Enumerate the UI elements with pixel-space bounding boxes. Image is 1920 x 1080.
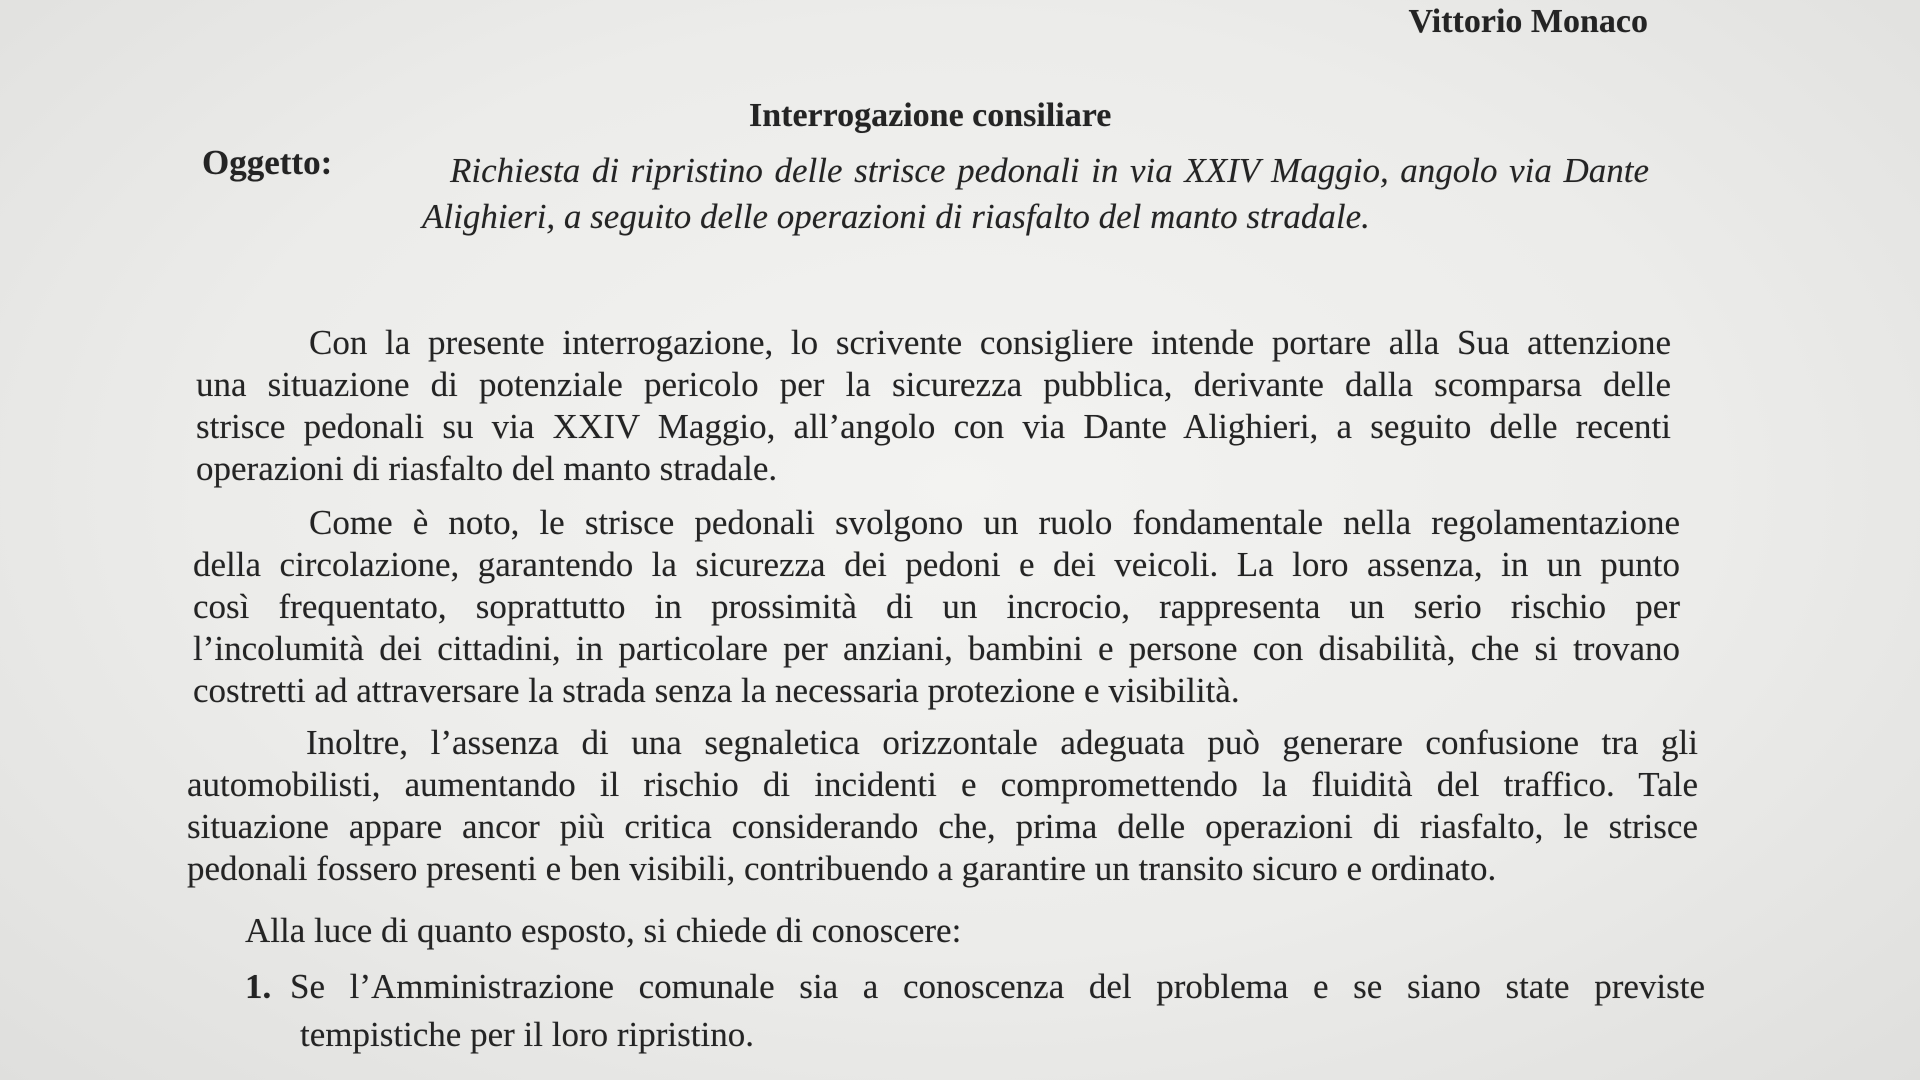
- document-title: Interrogazione consiliare: [749, 97, 1112, 134]
- question-intro: Alla luce di quanto esposto, si chiede di conoscere:: [245, 911, 962, 950]
- paragraph-2: [193, 502, 1680, 712]
- subject-line-2: Alighieri, a seguito delle operazioni di riasfalto del manto stradale.: [422, 197, 1370, 236]
- paragraph-2-line-2: della circolazione, garantendo la sicurezza dei pedoni e dei veicoli. La loro assenza, in un punto: [193, 545, 1680, 584]
- question-line-2: tempistiche per il loro ripristino.: [300, 1015, 754, 1054]
- paragraph-2-line-4: l’incolumità dei cittadini, in particolare per anziani, bambini e persone con disabilità, che si trovano: [193, 629, 1680, 668]
- paragraph-1-line-1: Con la presente interrogazione, lo scrivente consigliere intende portare alla Sua attenzione: [309, 323, 1671, 362]
- signatory-name: Vittorio Monaco: [1408, 3, 1648, 40]
- paragraph-1-line-2: una situazione di potenziale pericolo per la sicurezza pubblica, derivante dalla scomparsa delle: [196, 365, 1671, 404]
- paragraph-2-line-3: così frequentato, soprattutto in prossimità di un incrocio, rappresenta un serio rischio per: [193, 587, 1680, 626]
- paragraph-1: [196, 322, 1671, 490]
- paragraph-3-line-3: situazione appare ancor più critica considerando che, prima delle operazioni di riasfalto, le strisce: [187, 807, 1698, 846]
- paragraph-2-line-5: costretti ad attraversare la strada senza la necessaria protezione e visibilità.: [193, 671, 1240, 710]
- paragraph-3-line-4: pedonali fossero presenti e ben visibili, contribuendo a garantire un transito sicuro e ordinato.: [187, 849, 1497, 888]
- paragraph-2-line-1: Come è noto, le strisce pedonali svolgono un ruolo fondamentale nella regolamentazione: [309, 503, 1680, 542]
- question-line-1: Se l’Amministrazione comunale sia a conoscenza del problema e se siano state previste: [290, 967, 1705, 1006]
- subject-label: Oggetto:: [202, 143, 333, 182]
- question-number: 1.: [245, 967, 272, 1006]
- question-item: [245, 966, 1705, 1062]
- paragraph-1-line-4: operazioni di riasfalto del manto stradale.: [196, 449, 778, 488]
- paragraph-3: [187, 722, 1698, 890]
- paragraph-3-line-2: automobilisti, aumentando il rischio di incidenti e compromettendo la fluidità del traffico. Tale: [187, 765, 1698, 804]
- subject-line-1: Richiesta di ripristino delle strisce pedonali in via XXIV Maggio, angolo via Dante: [450, 151, 1649, 190]
- paragraph-3-line-1: Inoltre, l’assenza di una segnaletica orizzontale adeguata può generare confusione tra gli: [306, 723, 1698, 762]
- paragraph-1-line-3: strisce pedonali su via XXIV Maggio, all’angolo con via Dante Alighieri, a seguito delle recenti: [196, 407, 1671, 446]
